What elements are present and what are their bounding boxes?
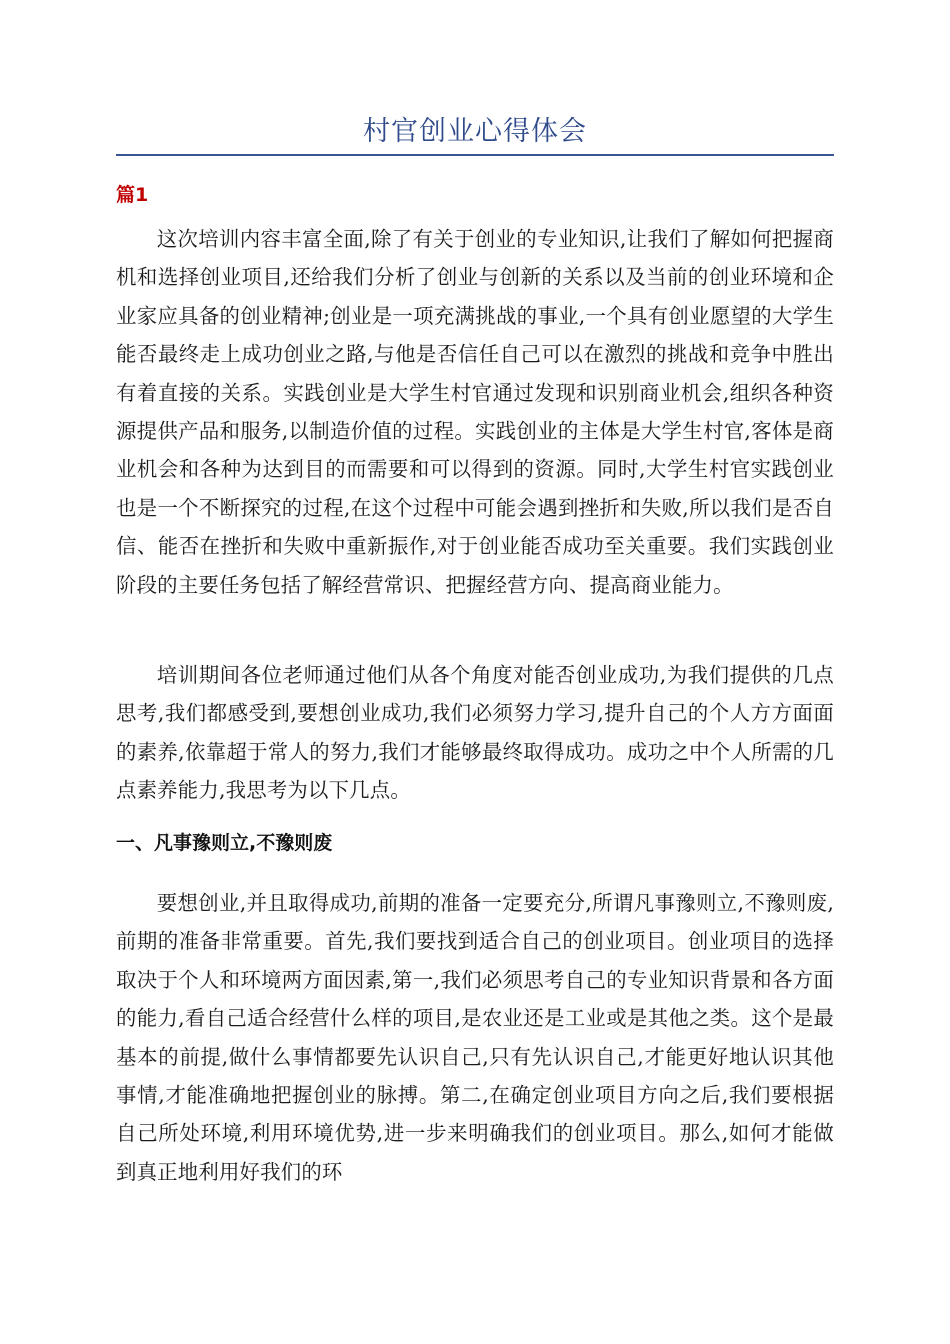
section-label: 篇1: [116, 184, 149, 206]
body-paragraph-1: 这次培训内容丰富全面,除了有关于创业的专业知识,让我们了解如何把握商机和选择创业项目,还给我们分析了创业与创新的关系以及当前的创业环境和企业家应具备的创业精神;创业是一项充满挑战的事业,一个具有创业愿望的大学生能否最终走上成功创业之路,与他是否信任自己可以在激烈的挑战和竞争中胜出有着直接的关系。实践创业是大学生村官通过发现和识别商业机会,组织各种资源提供产品和服务,以制造价值的过程。实践创业的主体是大学生村官,客体是商业机会和各种为达到目的而需要和可以得到的资源。同时,大学生村官实践创业也是一个不断探究的过程,在这个过程中可能会遇到挫折和失败,所以我们是否自信、能否在挫折和失败中重新振作,对于创业能否成功至关重要。我们实践创业阶段的主要任务包括了解经营常识、把握经营方向、提高商业能力。: [116, 227, 834, 597]
subheading-1: 一、凡事豫则立,不豫则废: [116, 832, 333, 854]
document-title: 村官创业心得体会: [363, 116, 587, 147]
title-underline-rule: [116, 154, 834, 156]
body-paragraph-2: 培训期间各位老师通过他们从各个角度对能否创业成功,为我们提供的几点思考,我们都感受到,要想创业成功,我们必须努力学习,提升自己的个人方方面面的素养,依靠超于常人的努力,我们才能够最终取得成功。成功之中个人所需的几点素养能力,我思考为以下几点。: [116, 663, 834, 803]
body-paragraph-3: 要想创业,并且取得成功,前期的准备一定要充分,所谓凡事豫则立,不豫则废,前期的准备非常重要。首先,我们要找到适合自己的创业项目。创业项目的选择取决于个人和环境两方面因素,第一,我们必须思考自己的专业知识背景和各方面的能力,看自己适合经营什么样的项目,是农业还是工业或是其他之类。这个是最基本的前提,做什么事情都要先认识自己,只有先认识自己,才能更好地认识其他事情,才能准确地把握创业的脉搏。第二,在确定创业项目方向之后,我们要根据自己所处环境,利用环境优势,进一步来明确我们的创业项目。那么,如何才能做到真正地利用好我们的环: [116, 891, 834, 1184]
